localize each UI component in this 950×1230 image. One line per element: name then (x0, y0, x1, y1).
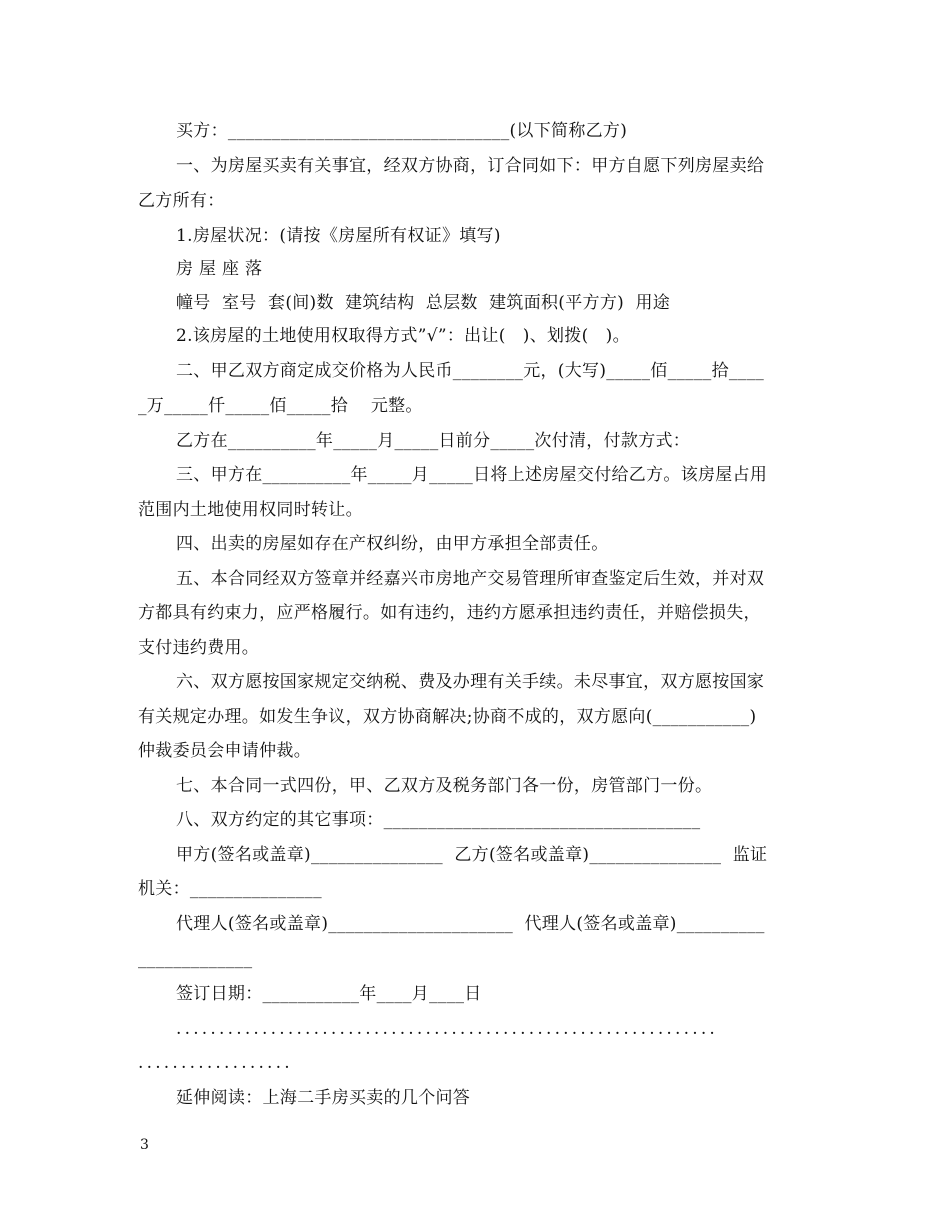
clause-1-cont: 乙方所有： (138, 191, 225, 211)
clause-1: 一、为房屋买卖有关事宜，经双方协商，订合同如下：甲方自愿下列房屋卖给 (176, 156, 765, 176)
clause-6-cont: 有关规定办理。如发生争议，双方协商解决;协商不成的，双方愿向(___________) (138, 707, 757, 727)
land-use-right: 2.该房屋的土地使用权取得方式”√”：出让( )、划拨( )。 (176, 326, 630, 346)
signature-parties: 甲方(签名或盖章)_______________ 乙方(签名或盖章)_______________ 监证 (176, 845, 768, 865)
clause-2: 二、甲乙双方商定成交价格为人民币________元，(大写)_____佰_____拾____ (176, 361, 765, 381)
payment-line: 乙方在__________年_____月_____日前分_____次付清，付款方式： (176, 431, 691, 451)
clause-6: 六、双方愿按国家规定交纳税、费及办理有关手续。未尽事宜，双方愿按国家 (176, 672, 765, 692)
dotted-separator: ............................................................... (176, 1019, 719, 1039)
clause-3-cont: 范围内土地使用权同时转让。 (138, 500, 363, 520)
signature-agents: 代理人(签名或盖章)_____________________ 代理人(签名或盖章)__________ (176, 914, 765, 934)
house-status: 1.房屋状况：(请按《房屋所有权证》填写) (176, 226, 501, 246)
further-reading: 延伸阅读：上海二手房买卖的几个问答 (176, 1088, 471, 1108)
clause-4: 四、出卖的房屋如存在产权纠纷，由甲方承担全部责任。 (176, 534, 609, 554)
house-location: 房 屋 座 落 (176, 259, 263, 279)
clause-5-cont: 方都具有约束力，应严格履行。如有违约，违约方愿承担违约责任，并赔偿损失， (138, 603, 761, 623)
house-fields: 幢号 室号 套(间)数 建筑结构 总层数 建筑面积(平方方) 用途 (176, 293, 671, 313)
page-number: 3 (140, 1137, 149, 1153)
signature-agents-cont: _____________ (138, 949, 253, 969)
dotted-separator-cont: .................. (138, 1053, 293, 1073)
clause-8: 八、双方约定的其它事项：____________________________________ (176, 810, 701, 830)
signing-date: 签订日期：___________年____月____日 (176, 984, 482, 1004)
signature-authority: 机关：_______________ (138, 879, 322, 899)
clause-2-cont: _万_____仟_____佰_____拾 元整。 (138, 396, 423, 416)
clause-7: 七、本合同一式四份，甲、乙双方及税务部门各一份，房管部门一份。 (176, 776, 713, 796)
clause-3: 三、甲方在__________年_____月_____日将上述房屋交付给乙方。该房屋占用 (176, 465, 768, 485)
clause-5-end: 支付违约费用。 (138, 638, 260, 658)
clause-6-end: 仲裁委员会申请仲裁。 (138, 741, 311, 761)
clause-5: 五、本合同经双方签章并经嘉兴市房地产交易管理所审查鉴定后生效，并对双 (176, 569, 765, 589)
buyer-line: 买方：________________________________(以下简称乙方) (176, 121, 628, 141)
